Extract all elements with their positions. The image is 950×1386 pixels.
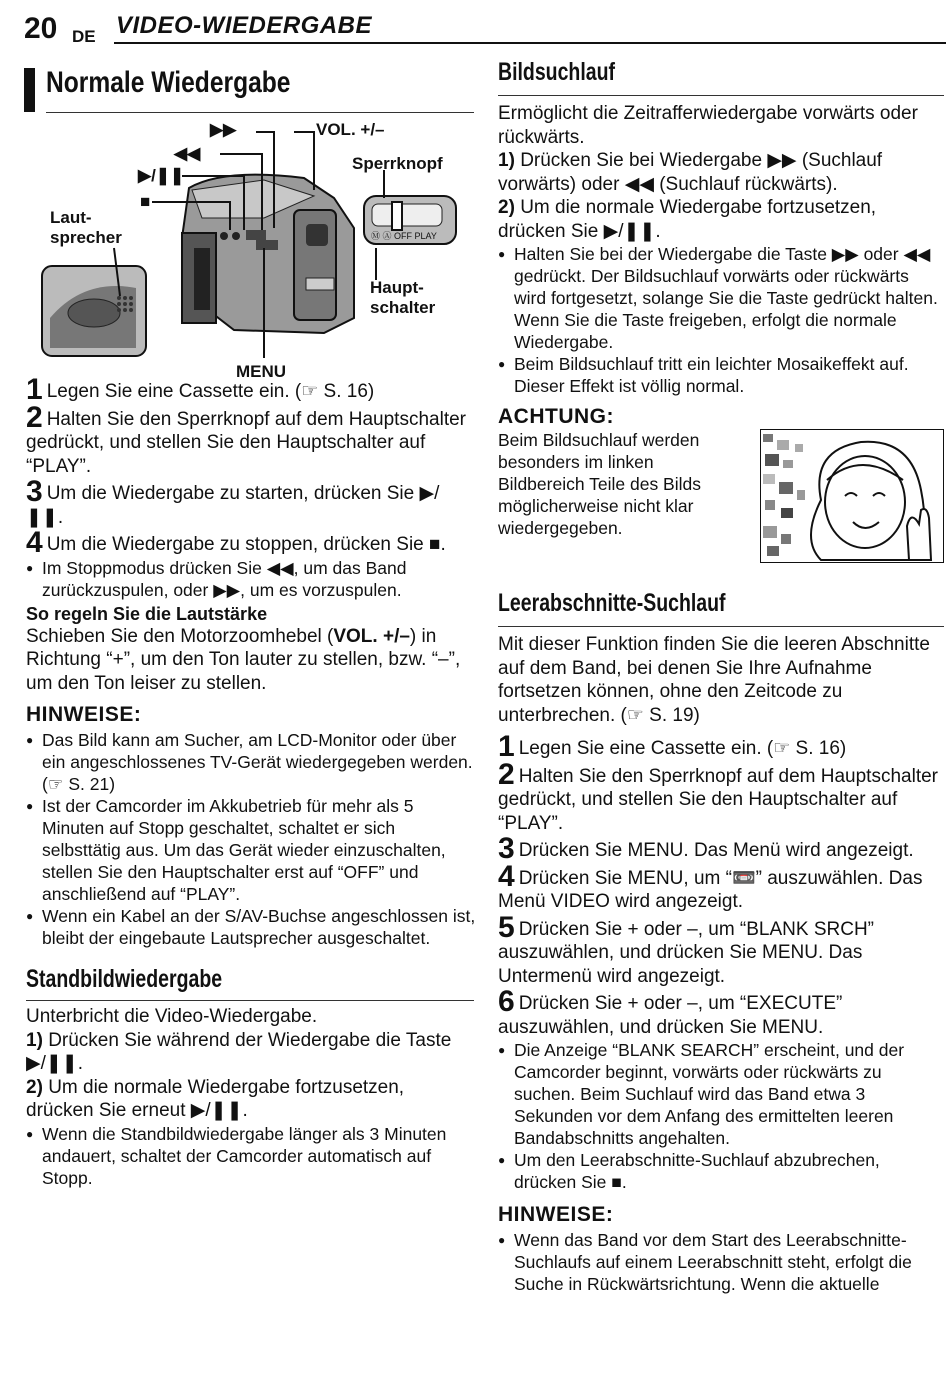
mosaic-face-illustration [761, 430, 943, 562]
step-1: 1 Legen Sie eine Cassette ein. (☞ S. 16) [26, 373, 375, 406]
step-4: 4 Um die Wiedergabe zu stoppen, drücken Sie ■. [26, 526, 446, 559]
still-step-2: 2) Um die normale Wiedergabe fortzusetzen, drücken Sie erneut ▶/❚❚. [26, 1076, 405, 1121]
mosaic-illustration [760, 429, 944, 563]
note-3: ● Wenn ein Kabel an der S/AV-Buchse angeschlossen ist, bleibt der eingebaute Lautsprecher ausgeschaltet. [26, 905, 476, 949]
blank-rule [498, 626, 944, 627]
search-step-2: 2) Um die normale Wiedergabe fortzusetzen, drücken Sie ▶/❚❚. [498, 197, 877, 242]
language-code: DE [72, 27, 96, 46]
switch-position-labels: Ⓜ Ⓐ OFF PLAY [371, 231, 437, 241]
blank-step-3: 3 Drücken Sie MENU. Das Menü wird angezeigt. [498, 832, 914, 865]
blank-step-5: 5 Drücken Sie + oder –, um “BLANK SRCH” auszuwählen, und drücken Sie MENU. Das Untermenü wird angezeigt. [498, 910, 875, 987]
notes-heading-right: HINWEISE: [498, 1203, 614, 1226]
blank-step-2: 2 Halten Sie den Sperrknopf auf dem Hauptschalter gedrückt, und stellen Sie den Hauptschalter auf “PLAY”. [498, 757, 938, 834]
right-column [498, 58, 944, 1295]
heading-still-playback: Standbildwiedergabe [26, 965, 223, 993]
step-2: 2 Halten Sie den Sperrknopf auf dem Hauptschalter gedrückt, und stellen Sie den Hauptschalter auf “PLAY”. [26, 400, 466, 477]
heading-marker [24, 68, 35, 112]
still-step-1: 1) Drücken Sie während der Wiedergabe die Taste ▶/❚❚. [26, 1029, 452, 1074]
stop-label: ■ [140, 192, 151, 211]
rewind-label: ◀◀ [174, 144, 201, 163]
search-intro: Ermöglicht die Zeitrafferwiedergabe vorwärts oder rückwärts. [498, 103, 918, 148]
heading-blank-search: Leerabschnitte-Suchlauf [498, 589, 726, 617]
stop-mode-bullet: ● Im Stoppmodus drücken Sie ◀◀, um das Band zurückzuspulen, oder ▶▶, um es vorzuspulen. [26, 557, 476, 601]
power-switch-label-1: Haupt- [370, 278, 424, 297]
lock-button-label: Sperrknopf [352, 154, 443, 173]
blank-step-4: 4 Drücken Sie MENU, um “📼” auszuwählen. Das Menü VIDEO wird angezeigt. [498, 859, 923, 912]
speaker-label-1: Laut- [50, 208, 92, 227]
search-bullet-1: ● Halten Sie bei der Wiedergabe die Taste ▶▶ oder ◀◀ gedrückt. Der Bildsuchlauf vorwärts oder rückwärts wird fortgesetzt, solange Sie die Taste gedrückt halten. Wenn Sie die Taste freigeben, erfolgt die normale Wiedergabe. [498, 243, 944, 353]
caution-box [498, 405, 944, 583]
caution-heading: ACHTUNG: [498, 405, 614, 428]
fast-forward-label: ▶▶ [210, 120, 237, 139]
camcorder-diagram [24, 118, 474, 383]
caution-text: Beim Bildsuchlauf werden besonders im linken Bildbereich Teile des Bilds möglicherweise nicht klar wiedergegeben. [498, 430, 701, 538]
still-rule [26, 1000, 474, 1001]
volume-text: Schieben Sie den Motorzoomhebel (VOL. +/–) in Richtung “+”, um den Ton lauter zu stellen, bzw. “–”, um den Ton leiser zu stellen. [26, 625, 461, 694]
menu-label: MENU [236, 362, 287, 381]
left-column [26, 373, 476, 1189]
volume-label: VOL. +/– [316, 120, 385, 139]
search-rule [498, 95, 944, 96]
header-rule [114, 42, 946, 44]
note-2: ● Ist der Camcorder im Akkubetrieb für mehr als 5 Minuten auf Stopp geschaltet, schaltet er sich selbsttätig aus. Um das Gerät wieder einzuschalten, stellen Sie den Hauptschalter erst auf “OFF” und anschließend auf “PLAY”. [26, 795, 476, 905]
heading-rule [46, 112, 474, 113]
blank-bullet-1: ● Die Anzeige “BLANK SEARCH” erscheint, und der Camcorder beginnt, vorwärts oder rückwärts zu suchen. Beim Suchlauf wird das Band etwa 3 Sekunden vor dem Anfang des ermittelten leeren Bandabschnitts angehalten. [498, 1039, 944, 1149]
page-section-title: VIDEO-WIEDERGABE [116, 12, 373, 39]
power-switch-label-2: schalter [370, 298, 436, 317]
heading-normal-playback: Normale Wiedergabe [46, 66, 291, 99]
notes-heading-left: HINWEISE: [26, 703, 142, 726]
speaker-label-2: sprecher [50, 228, 122, 247]
heading-picture-search: Bildsuchlauf [498, 58, 616, 86]
page-number: 20 [24, 12, 58, 45]
step-3: 3 Um die Wiedergabe zu starten, drücken Sie ▶/❚❚. [26, 475, 440, 528]
volume-heading: So regeln Sie die Lautstärke [26, 603, 268, 624]
still-intro: Unterbricht die Video-Wiedergabe. [26, 1006, 318, 1027]
blank-bullet-2: ● Um den Leerabschnitte-Suchlauf abzubrechen, drücken Sie ■. [498, 1149, 944, 1193]
search-bullet-2: ● Beim Bildsuchlauf tritt ein leichter Mosaikeffekt auf. Dieser Effekt ist völlig normal. [498, 353, 944, 397]
play-pause-label: ▶/❚❚ [138, 166, 185, 185]
blank-step-6: 6 Drücken Sie + oder –, um “EXECUTE” auszuwählen, und drücken Sie MENU. [498, 985, 843, 1038]
blank-step-1: 1 Legen Sie eine Cassette ein. (☞ S. 16) [498, 730, 847, 763]
right-note-1: ● Wenn das Band vor dem Start des Leerabschnitte-Suchlaufs auf einem Leerabschnitt steht, erfolgt die Suche in Rückwärtsrichtung. Wenn die aktuelle [498, 1229, 944, 1295]
still-bullet: ● Wenn die Standbildwiedergabe länger als 3 Minuten andauert, schaltet der Camcorder automatisch auf Stopp. [26, 1123, 476, 1189]
search-step-1: 1) Drücken Sie bei Wiedergabe ▶▶ (Suchlauf vorwärts) oder ◀◀ (Suchlauf rückwärts). [498, 150, 883, 195]
blank-intro: Mit dieser Funktion finden Sie die leeren Abschnitte auf dem Band, bei denen Sie Ihre Aufnahme fortsetzen können, ohne den Zeitcode zu unterbrechen. (☞ S. 19) [498, 634, 930, 726]
note-1: ● Das Bild kann am Sucher, am LCD-Monitor oder über ein angeschlossenes TV-Gerät wiedergegeben werden. (☞ S. 21) [26, 729, 476, 795]
